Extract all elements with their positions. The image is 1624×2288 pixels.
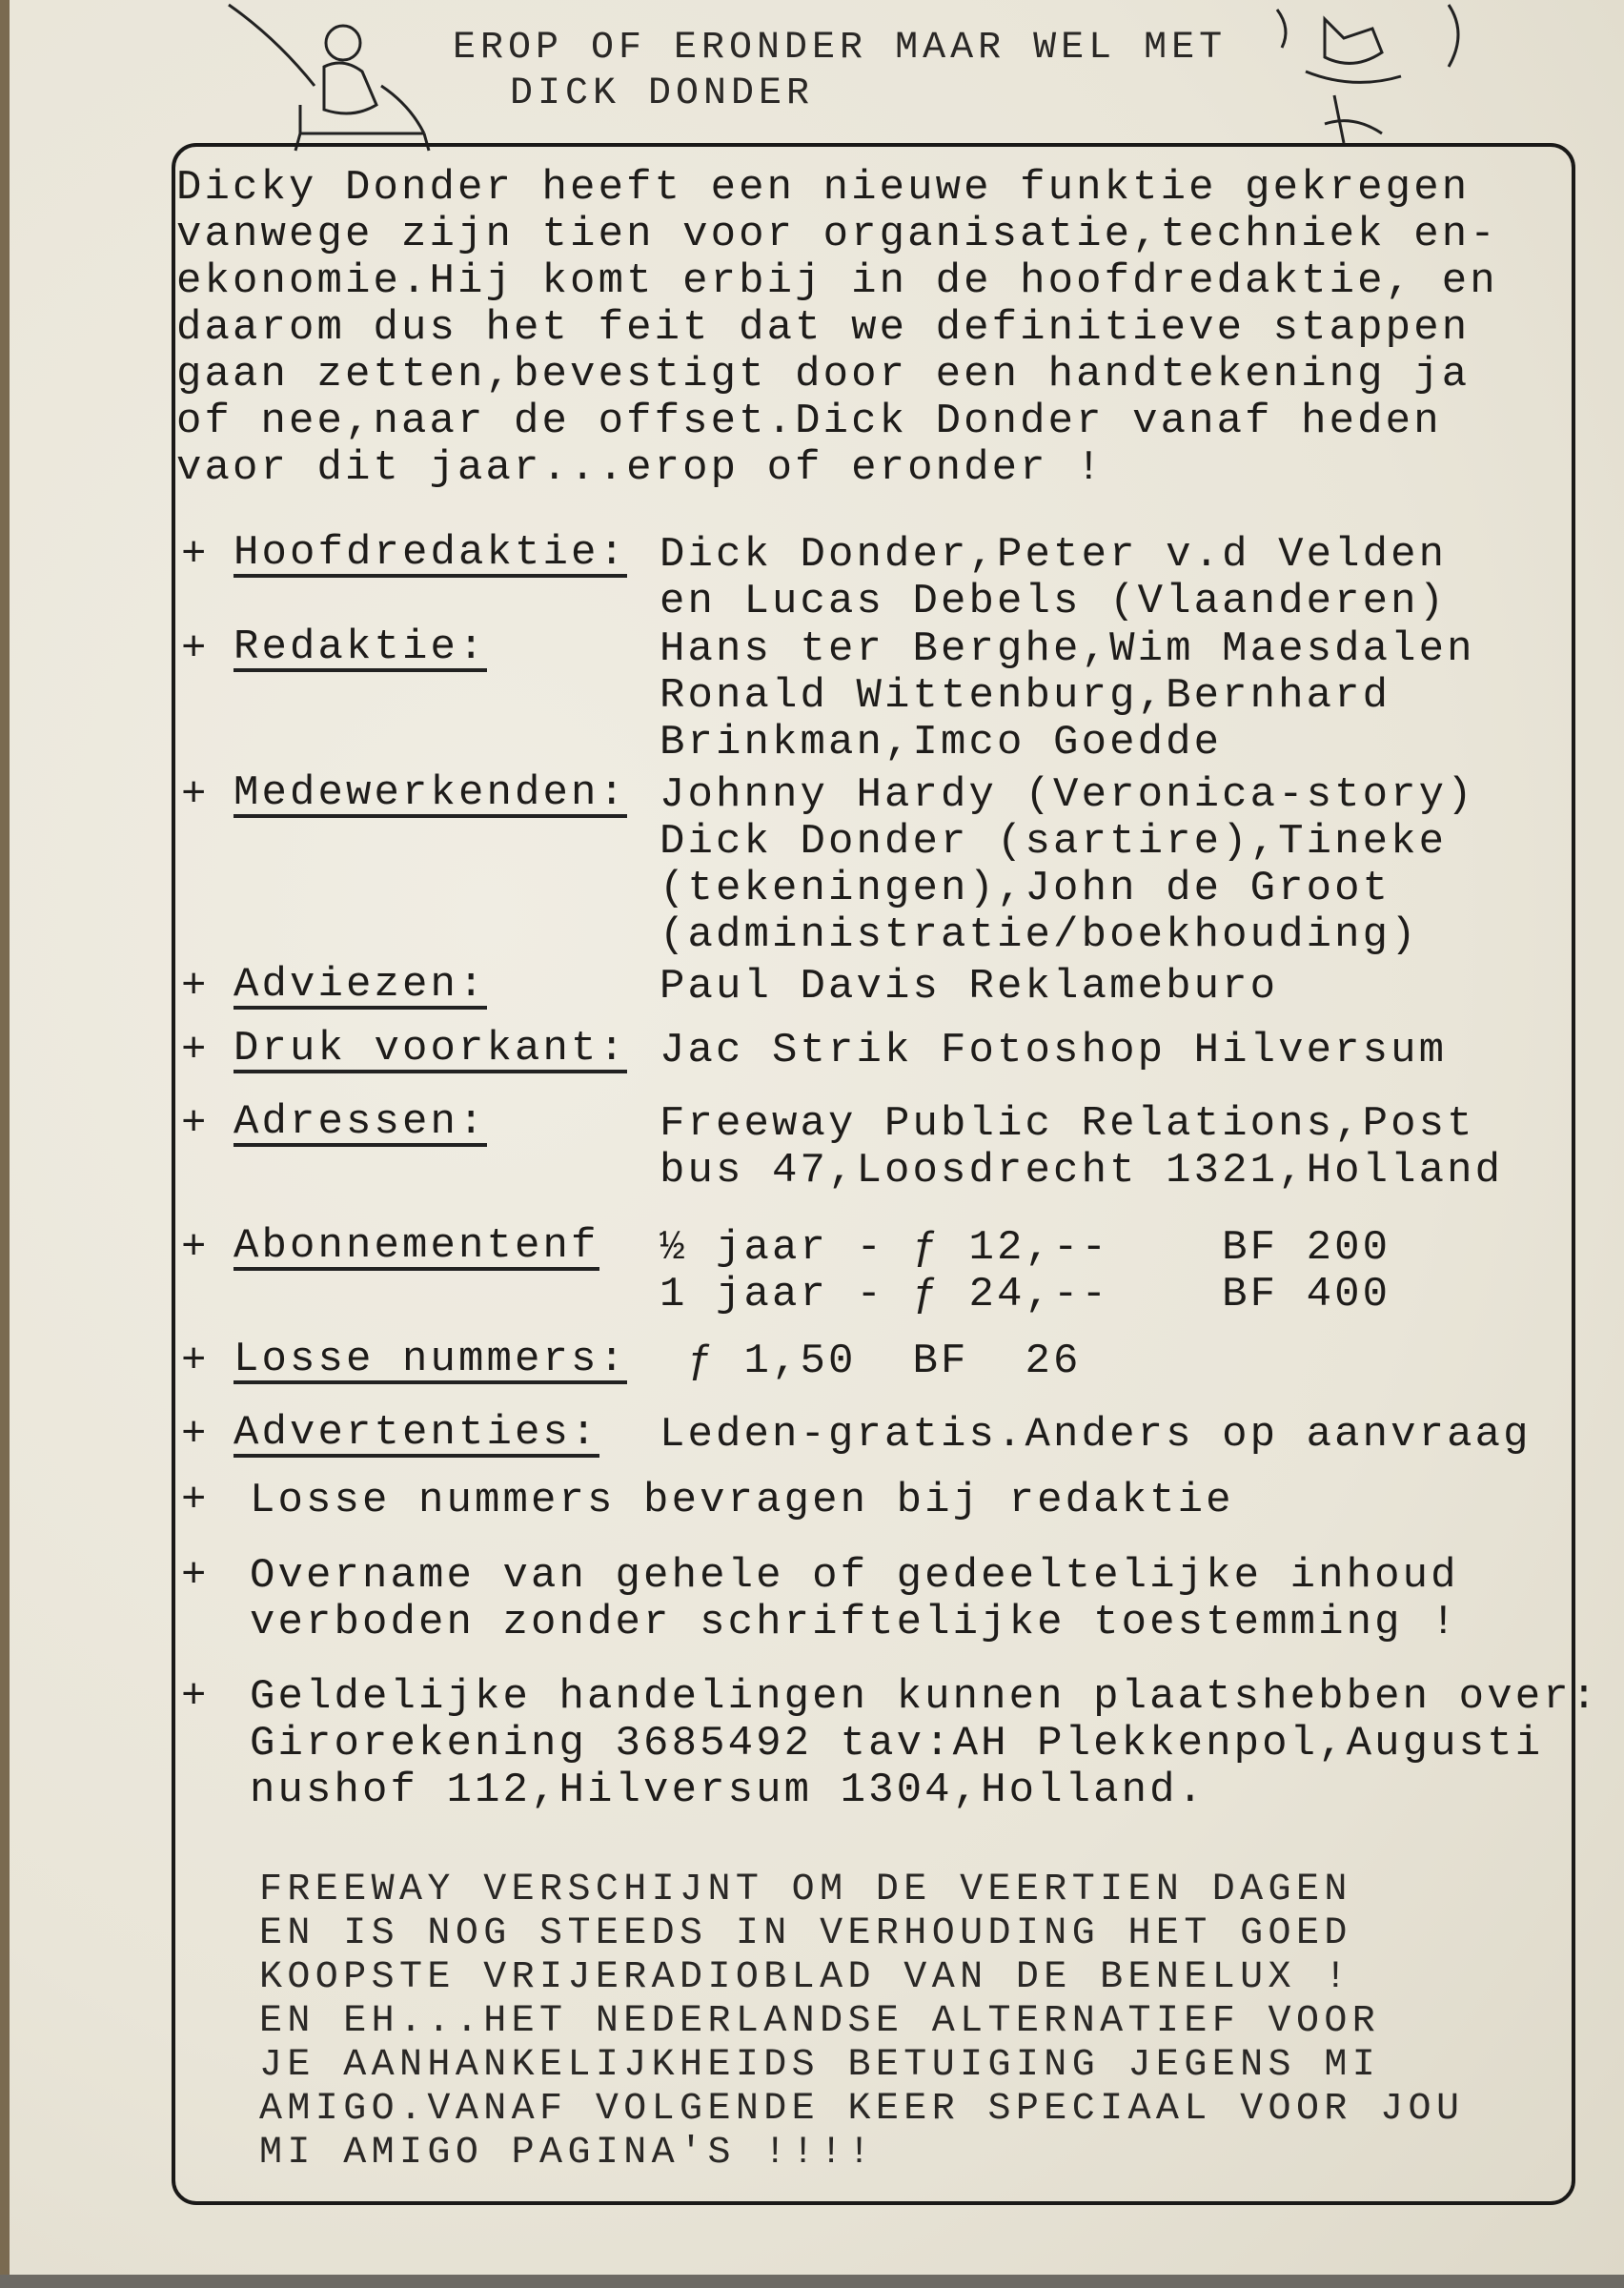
bullet-plus: + (181, 1100, 210, 1148)
page-edge (0, 0, 10, 2288)
notice-text (250, 1478, 1234, 1524)
bullet-plus: + (181, 771, 210, 819)
entry-value (660, 1028, 1447, 1074)
bullet-plus: + (181, 1477, 210, 1524)
entry-value-line: Hans ter Berghe,Wim Maesdalen (660, 625, 1475, 673)
entry-value-line: Brinkman,Imco Goedde (660, 719, 1223, 766)
intro-line: vaor dit jaar...erop of eronder ! (176, 444, 1105, 492)
footer-line: MI AMIGO PAGINA'S !!!! (259, 2132, 876, 2175)
entry-value (660, 1338, 1082, 1385)
entry-value-line: Ronald Wittenburg,Bernhard (660, 672, 1391, 720)
notice-line: Losse nummers bevragen bij redaktie (250, 1477, 1234, 1524)
footer-line: KOOPSTE VRIJERADIOBLAD VAN DE BENELUX ! (259, 1956, 1352, 1999)
notice-text (250, 1674, 1599, 1814)
intro-line: daarom dus het feit dat we definitieve stappen (176, 304, 1471, 352)
entry-label: Adviezen: (233, 961, 487, 1009)
footer-line: EN IS NOG STEEDS IN VERHOUDING HET GOED (259, 1912, 1352, 1955)
notice-line: Overname van gehele of gedeeltelijke inhoud (250, 1552, 1459, 1600)
entry-label: Hoofdredaktie: (233, 529, 628, 577)
intro-line: vanwege zijn tien voor organisatie,techniek en- (176, 211, 1498, 258)
entry-label: Medewerkenden: (233, 769, 628, 817)
entry-label: Losse nummers: (233, 1336, 628, 1383)
entry-value-line: ƒ 1,50 BF 26 (660, 1338, 1082, 1385)
entry-label: Adressen: (233, 1098, 487, 1146)
entry-value-line: bus 47,Loosdrecht 1321,Holland (660, 1147, 1504, 1195)
cartoon-figure-right-icon (1268, 0, 1477, 153)
bullet-plus: + (181, 1338, 210, 1385)
bullet-plus: + (181, 531, 210, 579)
notice-line: verboden zonder schriftelijke toestemming ! (250, 1599, 1459, 1646)
entry-value (660, 532, 1447, 625)
intro-line: ekonomie.Hij komt erbij in de hoofdredaktie, en (176, 257, 1498, 305)
entry-value-line: (tekeningen),John de Groot (660, 865, 1391, 912)
notice-line: Girorekening 3685492 tav:AH Plekkenpol,Augusti (250, 1720, 1544, 1767)
entry-label: Druk voorkant: (233, 1025, 628, 1072)
entry-value-line: Paul Davis Reklameburo (660, 963, 1279, 1011)
footer-line: EN EH...HET NEDERLANDSE ALTERNATIEF VOOR (259, 2000, 1381, 2043)
entry-value (660, 772, 1475, 959)
entry-value-line: (administratie/boekhouding) (660, 911, 1419, 959)
page-title-line-2: DICK DONDER (510, 72, 815, 115)
bullet-plus: + (181, 1552, 210, 1600)
bullet-plus: + (181, 1224, 210, 1272)
entry-value-line: ½ jaar - ƒ 12,-- BF 200 (660, 1224, 1391, 1272)
entry-value (660, 1225, 1391, 1318)
entry-value-line: 1 jaar - ƒ 24,-- BF 400 (660, 1271, 1391, 1318)
intro-line: of nee,naar de offset.Dick Donder vanaf heden (176, 398, 1442, 445)
bullet-plus: + (181, 1027, 210, 1074)
notice-text (250, 1553, 1459, 1646)
bullet-plus: + (181, 963, 210, 1011)
entry-value (660, 626, 1475, 766)
bullet-plus: + (181, 1411, 210, 1459)
entry-label: Redaktie: (233, 623, 487, 671)
entry-value-line: Freeway Public Relations,Post (660, 1100, 1475, 1148)
entry-label: Advertenties: (233, 1409, 599, 1457)
footer-line: FREEWAY VERSCHIJNT OM DE VEERTIEN DAGEN (259, 1869, 1352, 1911)
intro-paragraph (176, 165, 1498, 492)
entry-value-line: Johnny Hardy (Veronica-story) (660, 771, 1475, 819)
entry-value-line: Dick Donder,Peter v.d Velden (660, 531, 1448, 579)
cartoon-figure-left-icon (219, 0, 448, 153)
entry-value-line: Leden-gratis.Anders op aanvraag (660, 1411, 1532, 1459)
entry-value-line: Dick Donder (sartire),Tineke (660, 818, 1448, 866)
bullet-plus: + (181, 1673, 210, 1721)
footer-line: AMIGO.VANAF VOLGENDE KEER SPECIAAL VOOR JOU (259, 2088, 1465, 2131)
intro-line: gaan zetten,bevestigt door een handtekening ja (176, 351, 1471, 398)
footer-line: JE AANHANKELIJKHEIDS BETUIGING JEGENS MI (259, 2044, 1381, 2087)
page-title-line-1: EROP OF ERONDER MAAR WEL MET (453, 27, 1228, 70)
notice-line: nushof 112,Hilversum 1304,Holland. (250, 1767, 1207, 1814)
entry-label: Abonnementenf (233, 1222, 599, 1270)
entry-value (660, 1412, 1532, 1459)
entry-value-line: Jac Strik Fotoshop Hilversum (660, 1027, 1448, 1074)
footer-notice (259, 1869, 1464, 2176)
entry-value (660, 964, 1278, 1011)
page-edge-bottom (0, 2275, 1624, 2288)
intro-line: Dicky Donder heeft een nieuwe funktie gekregen (176, 164, 1471, 212)
notice-line: Geldelijke handelingen kunnen plaatshebben over: (250, 1673, 1600, 1721)
entry-value-line: en Lucas Debels (Vlaanderen) (660, 578, 1448, 625)
entry-value (660, 1101, 1503, 1195)
bullet-plus: + (181, 625, 210, 673)
